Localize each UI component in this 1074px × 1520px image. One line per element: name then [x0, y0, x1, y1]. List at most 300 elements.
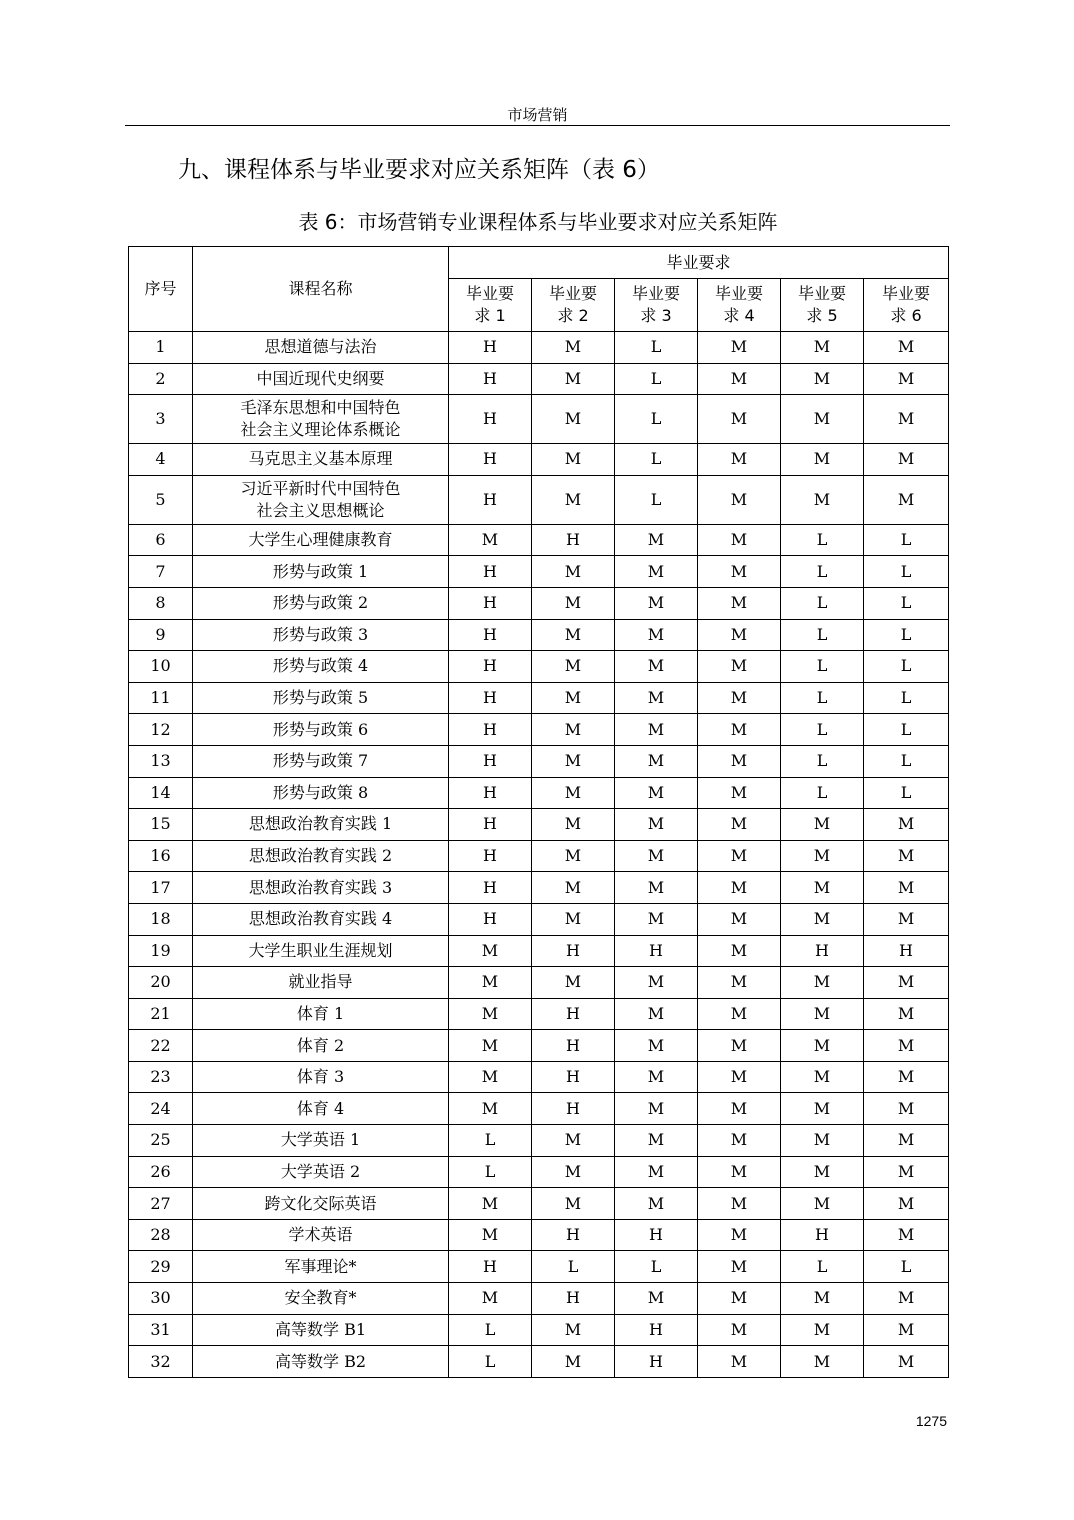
requirement-level-cell: M — [698, 840, 781, 872]
column-header-requirement-2 — [532, 279, 615, 332]
row-index: 32 — [129, 1346, 193, 1378]
course-name — [193, 872, 449, 904]
course-name-line: 形势与政策 8 — [272, 782, 369, 802]
requirement-level-cell: H — [532, 1061, 615, 1093]
requirement-level-cell: H — [449, 903, 532, 935]
requirement-level-cell: M — [698, 556, 781, 588]
requirement-level-cell: L — [781, 651, 864, 683]
column-header-requirement-4 — [698, 279, 781, 332]
table-row — [129, 903, 949, 935]
requirement-level-cell: M — [698, 651, 781, 683]
row-index: 27 — [129, 1188, 193, 1220]
course-name-line: 马克思主义基本原理 — [248, 449, 393, 469]
requirement-level-cell: L — [781, 619, 864, 651]
requirement-level-cell: M — [864, 1346, 949, 1378]
row-index: 10 — [129, 651, 193, 683]
requirement-level-cell: H — [532, 524, 615, 556]
table-row — [129, 745, 949, 777]
requirement-level-cell: H — [615, 1314, 698, 1346]
row-index: 19 — [129, 935, 193, 967]
row-index: 28 — [129, 1219, 193, 1251]
row-index: 23 — [129, 1061, 193, 1093]
requirement-level-cell: M — [864, 1156, 949, 1188]
course-name — [193, 809, 449, 841]
table-row — [129, 524, 949, 556]
requirement-level-cell: M — [698, 682, 781, 714]
table-row — [129, 1093, 949, 1125]
course-name-line: 思想政治教育实践 2 — [248, 846, 393, 866]
course-name — [193, 1093, 449, 1125]
row-index: 5 — [129, 475, 193, 524]
course-name-line: 形势与政策 1 — [272, 561, 369, 581]
requirement-level-cell: M — [615, 872, 698, 904]
requirement-header-line: 求 2 — [557, 306, 589, 325]
requirement-level-cell: M — [781, 1061, 864, 1093]
requirement-level-cell: H — [449, 840, 532, 872]
requirement-level-cell: H — [449, 444, 532, 476]
requirement-header-line: 毕业要 — [548, 284, 597, 303]
requirement-level-cell: M — [698, 1314, 781, 1346]
table-row — [129, 1251, 949, 1283]
requirement-level-cell: M — [532, 475, 615, 524]
requirement-level-cell: M — [781, 1188, 864, 1220]
requirement-level-cell: M — [698, 1188, 781, 1220]
requirement-level-cell: H — [449, 682, 532, 714]
row-index: 16 — [129, 840, 193, 872]
requirement-header-line: 毕业要 — [465, 284, 514, 303]
course-name — [193, 1030, 449, 1062]
requirement-level-cell: M — [864, 395, 949, 444]
requirement-level-cell: M — [532, 777, 615, 809]
course-name — [193, 903, 449, 935]
course-name — [193, 556, 449, 588]
requirement-level-cell: M — [615, 1188, 698, 1220]
requirement-level-cell: M — [781, 967, 864, 999]
requirement-level-cell: L — [864, 714, 949, 746]
requirement-level-cell: M — [698, 332, 781, 364]
column-header-requirement-5 — [781, 279, 864, 332]
requirement-level-cell: M — [698, 1125, 781, 1157]
requirement-level-cell: M — [698, 714, 781, 746]
requirement-level-cell: L — [781, 777, 864, 809]
requirement-header-line: 求 4 — [723, 306, 755, 325]
course-name-line: 思想政治教育实践 1 — [248, 814, 393, 834]
requirement-level-cell: L — [864, 1251, 949, 1283]
requirement-level-cell: M — [698, 1251, 781, 1283]
requirement-level-cell: M — [698, 903, 781, 935]
requirement-level-cell: M — [615, 967, 698, 999]
requirement-header-line: 毕业要 — [631, 284, 680, 303]
course-name — [193, 524, 449, 556]
table-row — [129, 1156, 949, 1188]
course-name-line: 形势与政策 2 — [272, 593, 369, 613]
table-row — [129, 651, 949, 683]
requirement-level-cell: M — [532, 809, 615, 841]
requirement-level-cell: M — [615, 903, 698, 935]
course-name — [193, 444, 449, 476]
course-name-line: 军事理论* — [284, 1256, 357, 1276]
requirement-level-cell: M — [781, 395, 864, 444]
requirement-level-cell: L — [781, 587, 864, 619]
row-index: 31 — [129, 1314, 193, 1346]
requirement-level-cell: H — [615, 1219, 698, 1251]
requirement-level-cell: M — [615, 998, 698, 1030]
requirement-level-cell: M — [781, 1125, 864, 1157]
requirement-level-cell: M — [615, 745, 698, 777]
requirement-level-cell: H — [449, 475, 532, 524]
row-index: 15 — [129, 809, 193, 841]
table-row — [129, 682, 949, 714]
requirement-level-cell: L — [449, 1125, 532, 1157]
row-index: 25 — [129, 1125, 193, 1157]
requirement-level-cell: L — [449, 1346, 532, 1378]
requirement-level-cell: H — [532, 1030, 615, 1062]
requirement-level-cell: M — [864, 1314, 949, 1346]
course-name-line: 高等数学 B2 — [274, 1351, 367, 1371]
table-caption: 表 6：市场营销专业课程体系与毕业要求对应关系矩阵 — [298, 210, 778, 234]
table-row — [129, 935, 949, 967]
requirement-level-cell: M — [864, 1061, 949, 1093]
course-name — [193, 395, 449, 444]
requirement-header-line: 求 6 — [890, 306, 922, 325]
table-row — [129, 1314, 949, 1346]
requirement-level-cell: M — [532, 1156, 615, 1188]
requirement-level-cell: M — [532, 714, 615, 746]
requirement-level-cell: M — [864, 1188, 949, 1220]
requirement-level-cell: M — [698, 619, 781, 651]
requirement-level-cell: H — [449, 809, 532, 841]
requirement-level-cell: M — [864, 1030, 949, 1062]
requirement-level-cell: M — [698, 587, 781, 619]
table-row — [129, 967, 949, 999]
requirement-level-cell: M — [781, 332, 864, 364]
requirement-level-cell: M — [615, 1061, 698, 1093]
course-name-line: 体育 2 — [296, 1035, 345, 1055]
requirement-level-cell: M — [532, 556, 615, 588]
column-header-index: 序号 — [129, 247, 193, 332]
requirement-level-cell: L — [864, 745, 949, 777]
course-name-line: 学术英语 — [288, 1225, 353, 1245]
requirement-level-cell: M — [449, 967, 532, 999]
requirement-level-cell: M — [864, 840, 949, 872]
requirement-level-cell: L — [781, 745, 864, 777]
requirement-level-cell: M — [698, 1030, 781, 1062]
course-name — [193, 998, 449, 1030]
requirement-level-cell: M — [615, 556, 698, 588]
course-name — [193, 840, 449, 872]
row-index: 1 — [129, 332, 193, 364]
requirement-level-cell: M — [615, 619, 698, 651]
requirement-level-cell: M — [532, 1314, 615, 1346]
course-name-line: 形势与政策 3 — [272, 624, 369, 644]
table-row — [129, 809, 949, 841]
requirement-level-cell: H — [449, 395, 532, 444]
column-header-requirement-6 — [864, 279, 949, 332]
table-row — [129, 332, 949, 364]
requirement-level-cell: H — [781, 1219, 864, 1251]
course-name-line: 毛泽东思想和中国特色 — [240, 398, 401, 418]
requirement-level-cell: M — [781, 444, 864, 476]
requirement-level-cell: H — [532, 1283, 615, 1315]
requirement-level-cell: M — [864, 1283, 949, 1315]
course-name — [193, 1314, 449, 1346]
requirement-level-cell: M — [532, 363, 615, 395]
requirement-level-cell: M — [864, 363, 949, 395]
table-row — [129, 1125, 949, 1157]
requirement-level-cell: M — [615, 1030, 698, 1062]
table-row — [129, 395, 949, 444]
requirement-level-cell: M — [698, 1093, 781, 1125]
requirement-header-line: 毕业要 — [882, 284, 931, 303]
requirement-level-cell: H — [449, 714, 532, 746]
column-group-header-requirements: 毕业要求 — [449, 247, 949, 279]
course-name — [193, 1061, 449, 1093]
requirement-level-cell: M — [864, 444, 949, 476]
requirement-level-cell: M — [864, 475, 949, 524]
requirement-level-cell: M — [781, 1283, 864, 1315]
requirement-level-cell: M — [532, 444, 615, 476]
requirement-level-cell: M — [781, 1314, 864, 1346]
table-row — [129, 619, 949, 651]
row-index: 12 — [129, 714, 193, 746]
requirement-level-cell: M — [781, 809, 864, 841]
requirement-header-line: 求 3 — [640, 306, 672, 325]
requirement-level-cell: M — [698, 777, 781, 809]
course-name-line: 大学生心理健康教育 — [248, 530, 393, 550]
requirement-level-cell: H — [781, 935, 864, 967]
requirement-level-cell: H — [532, 998, 615, 1030]
course-name-line: 安全教育* — [284, 1288, 357, 1308]
table-row — [129, 1061, 949, 1093]
requirement-level-cell: H — [449, 651, 532, 683]
column-header-course-name: 课程名称 — [193, 247, 449, 332]
requirement-level-cell: L — [781, 556, 864, 588]
course-name — [193, 682, 449, 714]
requirement-level-cell: M — [698, 1156, 781, 1188]
course-name-line: 形势与政策 4 — [272, 656, 369, 676]
requirement-level-cell: L — [781, 682, 864, 714]
course-name — [193, 777, 449, 809]
requirement-level-cell: H — [532, 1219, 615, 1251]
requirement-level-cell: H — [449, 777, 532, 809]
requirement-level-cell: M — [781, 1030, 864, 1062]
requirement-level-cell: M — [698, 745, 781, 777]
requirement-level-cell: M — [532, 1346, 615, 1378]
requirement-level-cell: M — [698, 524, 781, 556]
row-index: 9 — [129, 619, 193, 651]
requirement-level-cell: M — [864, 1093, 949, 1125]
header-rule — [125, 125, 950, 126]
requirement-level-cell: L — [615, 395, 698, 444]
row-index: 14 — [129, 777, 193, 809]
requirement-header-line: 求 1 — [474, 306, 506, 325]
requirement-level-cell: M — [864, 809, 949, 841]
table-row — [129, 556, 949, 588]
row-index: 18 — [129, 903, 193, 935]
table-row — [129, 1188, 949, 1220]
requirement-level-cell: M — [698, 444, 781, 476]
requirement-level-cell: M — [698, 1061, 781, 1093]
course-name — [193, 967, 449, 999]
requirement-level-cell: H — [449, 872, 532, 904]
requirement-level-cell: M — [449, 524, 532, 556]
section-heading: 九、课程体系与毕业要求对应关系矩阵（表 6） — [178, 157, 660, 183]
requirement-level-cell: L — [864, 619, 949, 651]
requirement-level-cell: L — [615, 363, 698, 395]
course-name — [193, 1188, 449, 1220]
requirement-level-cell: M — [449, 1219, 532, 1251]
requirement-level-cell: M — [615, 682, 698, 714]
requirement-level-cell: M — [698, 935, 781, 967]
requirement-level-cell: H — [615, 935, 698, 967]
requirement-level-cell: H — [532, 935, 615, 967]
requirement-level-cell: M — [532, 395, 615, 444]
page-number: 1275 — [915, 1413, 947, 1429]
requirement-level-cell: M — [781, 1093, 864, 1125]
requirement-level-cell: M — [864, 1219, 949, 1251]
table-row — [129, 1219, 949, 1251]
requirement-level-cell: M — [864, 967, 949, 999]
course-name — [193, 619, 449, 651]
row-index: 20 — [129, 967, 193, 999]
table-row — [129, 475, 949, 524]
requirement-level-cell: M — [698, 967, 781, 999]
requirement-level-cell: M — [698, 1346, 781, 1378]
column-header-requirement-1 — [449, 279, 532, 332]
requirement-level-cell: L — [864, 777, 949, 809]
requirement-level-cell: M — [864, 332, 949, 364]
requirement-level-cell: H — [449, 1251, 532, 1283]
requirement-level-cell: M — [615, 1283, 698, 1315]
table-row — [129, 872, 949, 904]
requirement-level-cell: M — [864, 998, 949, 1030]
requirement-level-cell: M — [449, 1188, 532, 1220]
course-name-line: 跨文化交际英语 — [264, 1193, 377, 1213]
requirement-level-cell: M — [615, 1125, 698, 1157]
requirement-level-cell: M — [449, 1093, 532, 1125]
requirement-level-cell: M — [698, 363, 781, 395]
course-name — [193, 714, 449, 746]
requirement-level-cell: M — [532, 1125, 615, 1157]
requirement-level-cell: M — [781, 840, 864, 872]
course-name — [193, 651, 449, 683]
requirement-level-cell: H — [449, 587, 532, 619]
requirement-level-cell: M — [698, 395, 781, 444]
requirement-level-cell: M — [615, 809, 698, 841]
requirement-level-cell: L — [615, 332, 698, 364]
requirement-level-cell: M — [449, 1030, 532, 1062]
requirement-level-cell: M — [698, 1283, 781, 1315]
requirement-level-cell: M — [781, 475, 864, 524]
requirement-level-cell: L — [449, 1156, 532, 1188]
requirement-level-cell: M — [449, 998, 532, 1030]
requirement-level-cell: H — [449, 745, 532, 777]
course-name — [193, 935, 449, 967]
course-name-line: 形势与政策 5 — [272, 688, 369, 708]
course-name-line: 大学英语 2 — [280, 1161, 361, 1181]
course-name-line: 思想道德与法治 — [264, 337, 377, 357]
requirement-level-cell: L — [781, 524, 864, 556]
requirement-header-line: 求 5 — [806, 306, 838, 325]
row-index: 13 — [129, 745, 193, 777]
requirement-level-cell: M — [781, 903, 864, 935]
table-row — [129, 1283, 949, 1315]
requirement-level-cell: L — [781, 714, 864, 746]
row-index: 7 — [129, 556, 193, 588]
row-index: 26 — [129, 1156, 193, 1188]
course-name-line: 形势与政策 6 — [272, 719, 369, 739]
requirement-level-cell: M — [449, 1061, 532, 1093]
course-name-line: 高等数学 B1 — [274, 1319, 367, 1339]
row-index: 11 — [129, 682, 193, 714]
requirement-level-cell: M — [698, 1219, 781, 1251]
course-name-line: 体育 4 — [296, 1098, 345, 1118]
course-name — [193, 1283, 449, 1315]
requirement-level-cell: M — [532, 1188, 615, 1220]
table-row — [129, 840, 949, 872]
requirement-level-cell: M — [781, 998, 864, 1030]
requirement-level-cell: M — [781, 872, 864, 904]
requirement-level-cell: M — [698, 872, 781, 904]
course-name — [193, 475, 449, 524]
requirement-level-cell: M — [532, 903, 615, 935]
requirement-level-cell: L — [615, 1251, 698, 1283]
requirement-level-cell: H — [449, 619, 532, 651]
course-name-line: 体育 3 — [296, 1067, 345, 1087]
requirement-level-cell: M — [615, 587, 698, 619]
requirement-level-cell: M — [532, 619, 615, 651]
requirement-level-cell: M — [532, 745, 615, 777]
requirement-level-cell: M — [781, 363, 864, 395]
requirement-level-cell: M — [615, 1093, 698, 1125]
requirement-level-cell: M — [449, 935, 532, 967]
requirement-level-cell: L — [864, 682, 949, 714]
row-index: 2 — [129, 363, 193, 395]
requirement-level-cell: L — [864, 651, 949, 683]
requirement-level-cell: M — [532, 651, 615, 683]
requirement-level-cell: M — [864, 1125, 949, 1157]
column-header-requirement-3 — [615, 279, 698, 332]
row-index: 4 — [129, 444, 193, 476]
course-name — [193, 1219, 449, 1251]
requirement-level-cell: M — [615, 651, 698, 683]
course-requirement-matrix — [128, 246, 949, 1378]
table-row — [129, 1346, 949, 1378]
row-index: 6 — [129, 524, 193, 556]
course-name-line: 思想政治教育实践 4 — [248, 909, 393, 929]
requirement-level-cell: M — [781, 1346, 864, 1378]
course-name-line: 体育 1 — [296, 1003, 345, 1023]
requirement-level-cell: H — [615, 1346, 698, 1378]
course-name — [193, 1346, 449, 1378]
row-index: 30 — [129, 1283, 193, 1315]
course-name — [193, 363, 449, 395]
requirement-level-cell: M — [698, 809, 781, 841]
requirement-level-cell: M — [532, 682, 615, 714]
course-name-line: 社会主义思想概论 — [256, 500, 385, 520]
course-name-line: 形势与政策 7 — [272, 751, 369, 771]
course-name — [193, 745, 449, 777]
course-name — [193, 1156, 449, 1188]
requirement-level-cell: H — [532, 1093, 615, 1125]
row-index: 24 — [129, 1093, 193, 1125]
requirement-level-cell: L — [532, 1251, 615, 1283]
row-index: 22 — [129, 1030, 193, 1062]
requirement-level-cell: L — [864, 587, 949, 619]
requirement-level-cell: M — [532, 840, 615, 872]
requirement-level-cell: L — [449, 1314, 532, 1346]
requirement-level-cell: M — [615, 524, 698, 556]
